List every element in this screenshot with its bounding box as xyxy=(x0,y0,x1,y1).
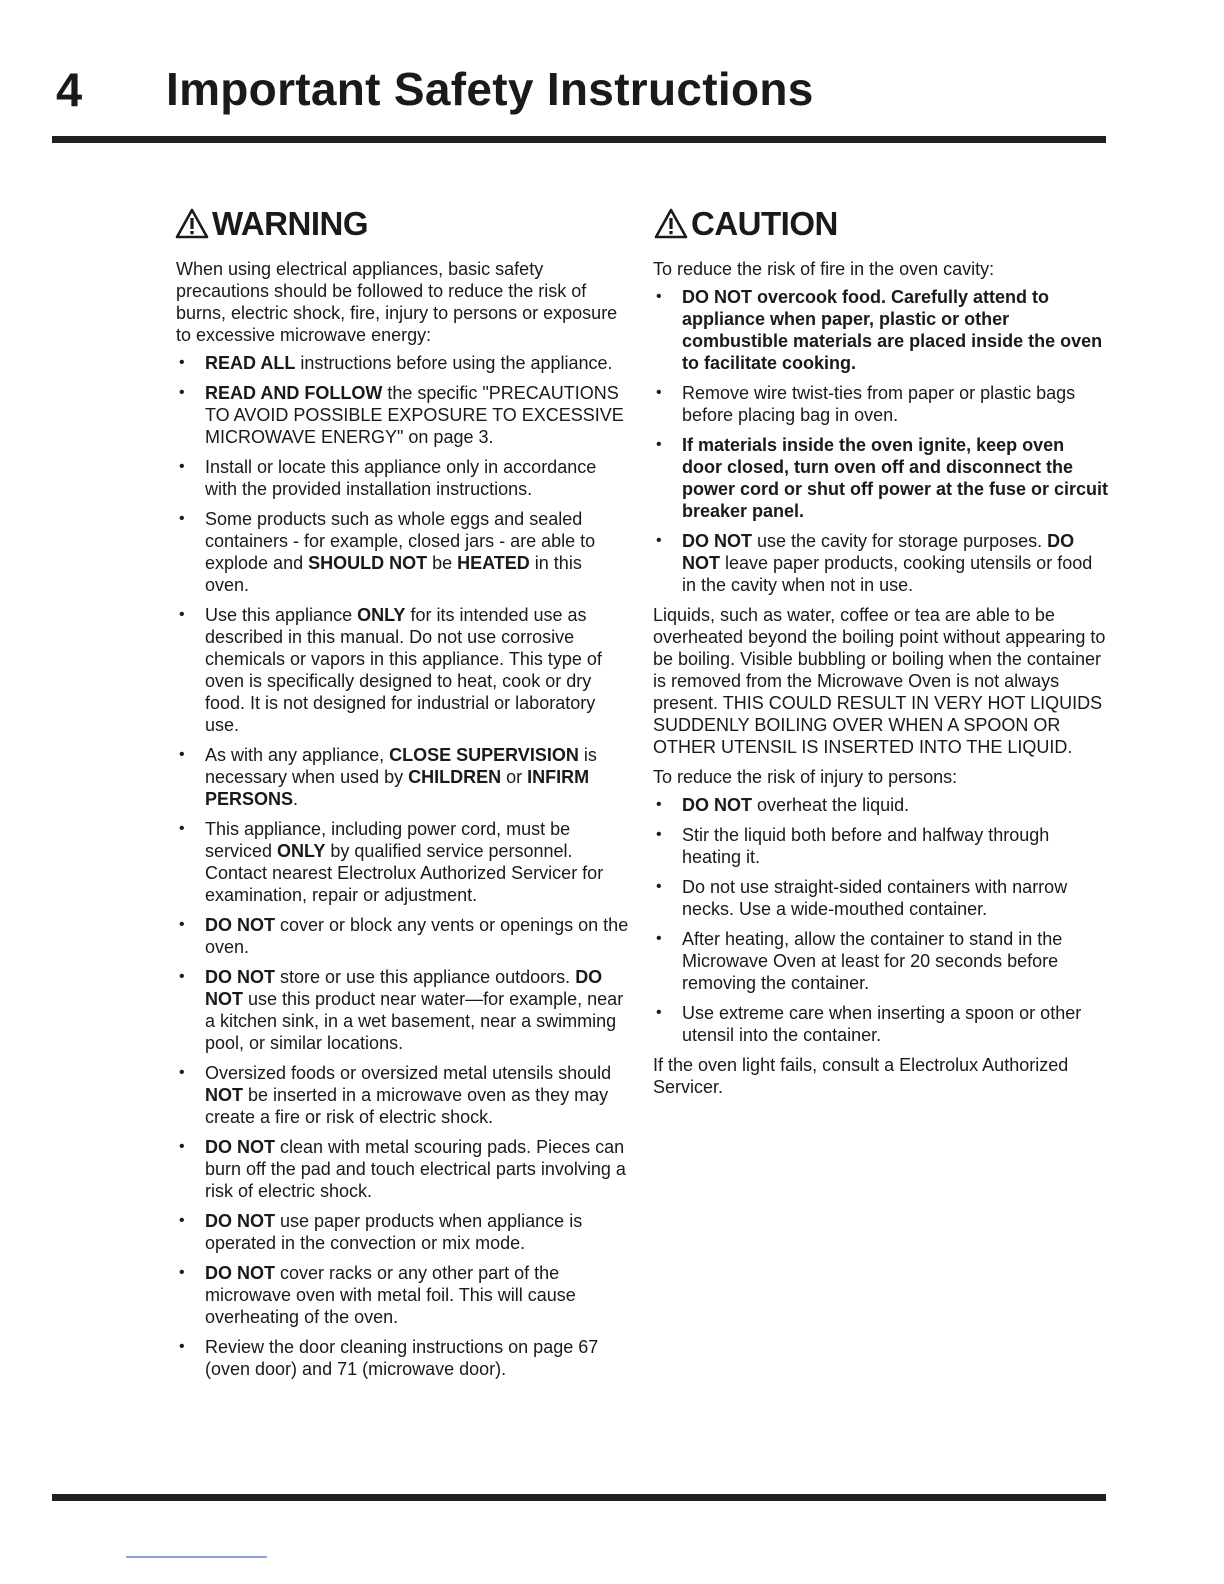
warning-triangle-icon xyxy=(174,206,210,242)
caution-injury-list xyxy=(653,794,1109,1046)
warning-triangle-icon xyxy=(653,206,689,242)
header-rule xyxy=(52,136,1106,143)
list-item: • DO NOT use paper products when appliance is operated in the convection or mix mode. xyxy=(179,1211,583,1253)
list-item: • Oversized foods or oversized metal utensils should NOT be inserted in a microwave oven as they may create a fire or risk of electric shock. xyxy=(179,1063,612,1127)
list-item: • Use extreme care when inserting a spoon or other utensil into the container. xyxy=(656,1003,1082,1045)
caution-closing: If the oven light fails, consult a Electrolux Authorized Servicer. xyxy=(653,1055,1069,1097)
footer-rule xyxy=(52,1494,1106,1501)
list-item: • DO NOT overheat the liquid. xyxy=(656,795,910,815)
list-item: • Use this appliance ONLY for its intended use as described in this manual. Do not use corrosive chemicals or vapors in this appliance. This type of oven is specifically designed to heat, cook or dry food. It is not designed for industrial or laboratory use. xyxy=(179,605,602,735)
caution-heading-text: CAUTION xyxy=(691,205,838,242)
caution-section xyxy=(653,202,1109,1098)
list-item: • Some products such as whole eggs and sealed containers - for example, closed jars - are able to explode and SHOULD NOT be HEATED in this oven. xyxy=(179,509,596,595)
warning-heading-text: WARNING xyxy=(212,205,368,242)
list-item: • DO NOT store or use this appliance outdoors. DO NOT use this product near water—for example, near a kitchen sink, in a wet basement, near a swimming pool, or similar locations. xyxy=(179,967,624,1053)
warning-list xyxy=(176,352,630,1380)
warning-heading xyxy=(174,202,630,246)
list-item: • As with any appliance, CLOSE SUPERVISION is necessary when used by CHILDREN or INFIRM PERSONS. xyxy=(179,745,597,809)
page-title: Important Safety Instructions xyxy=(166,63,814,115)
list-item: • Stir the liquid both before and halfway through heating it. xyxy=(656,825,1050,867)
warning-intro: When using electrical appliances, basic safety precautions should be followed to reduce the risk of burns, electric shock, fire, injury to persons or exposure to excessive microwave energy: xyxy=(176,259,618,345)
caution-heading xyxy=(653,202,1109,246)
list-item: • DO NOT cover racks or any other part of the microwave oven with metal foil. This will cause overheating of the oven. xyxy=(179,1263,576,1327)
list-item: • DO NOT overcook food. Carefully attend to appliance when paper, plastic or other combustible materials are placed inside the oven to facilitate cooking. xyxy=(656,287,1103,373)
list-item: • READ AND FOLLOW the specific "PRECAUTIONS TO AVOID POSSIBLE EXPOSURE TO EXCESSIVE MICROWAVE ENERGY" on page 3. xyxy=(179,383,624,447)
list-item: • READ ALL instructions before using the appliance. xyxy=(179,353,613,373)
page-header xyxy=(52,60,1106,122)
caution-injury-intro: To reduce the risk of injury to persons: xyxy=(653,767,958,787)
list-item: • If materials inside the oven ignite, keep oven door closed, turn oven off and disconnect the power cord or shut off power at the fuse or circuit breaker panel. xyxy=(656,435,1109,521)
caution-fire-intro: To reduce the risk of fire in the oven cavity: xyxy=(653,259,995,279)
list-item: • After heating, allow the container to stand in the Microwave Oven at least for 20 seconds before removing the container. xyxy=(656,929,1063,993)
list-item: • DO NOT clean with metal scouring pads. Pieces can burn off the pad and touch electrical parts involving a risk of electric shock. xyxy=(179,1137,626,1201)
footer-divider xyxy=(126,1556,267,1558)
list-item: • Do not use straight-sided containers with narrow necks. Use a wide-mouthed container. xyxy=(656,877,1068,919)
list-item: • Review the door cleaning instructions on page 67 (oven door) and 71 (microwave door). xyxy=(179,1337,599,1379)
caution-fire-list xyxy=(653,286,1109,596)
page-number: 4 xyxy=(56,63,83,116)
list-item: • Install or locate this appliance only in accordance with the provided installation instructions. xyxy=(179,457,597,499)
warning-section xyxy=(176,202,630,1388)
caution-liquids-paragraph: Liquids, such as water, coffee or tea are able to be overheated beyond the boiling point without appearing to be boiling. Visible bubbling or boiling when the container is removed from the Microwave Oven is not always present. THIS COULD RESULT IN VERY HOT LIQUIDS SUDDENLY BOILING OVER WHEN A SPOON OR OTHER UTENSIL IS INSERTED INTO THE LIQUID. xyxy=(653,605,1106,757)
list-item: • DO NOT use the cavity for storage purposes. DO NOT leave paper products, cooking utensils or food in the cavity when not in use. xyxy=(656,531,1093,595)
list-item: • Remove wire twist-ties from paper or plastic bags before placing bag in oven. xyxy=(656,383,1076,425)
list-item: • This appliance, including power cord, must be serviced ONLY by qualified service personnel. Contact nearest Electrolux Authorized Servicer for examination, repair or adjustment. xyxy=(179,819,604,905)
list-item: • DO NOT cover or block any vents or openings on the oven. xyxy=(179,915,629,957)
